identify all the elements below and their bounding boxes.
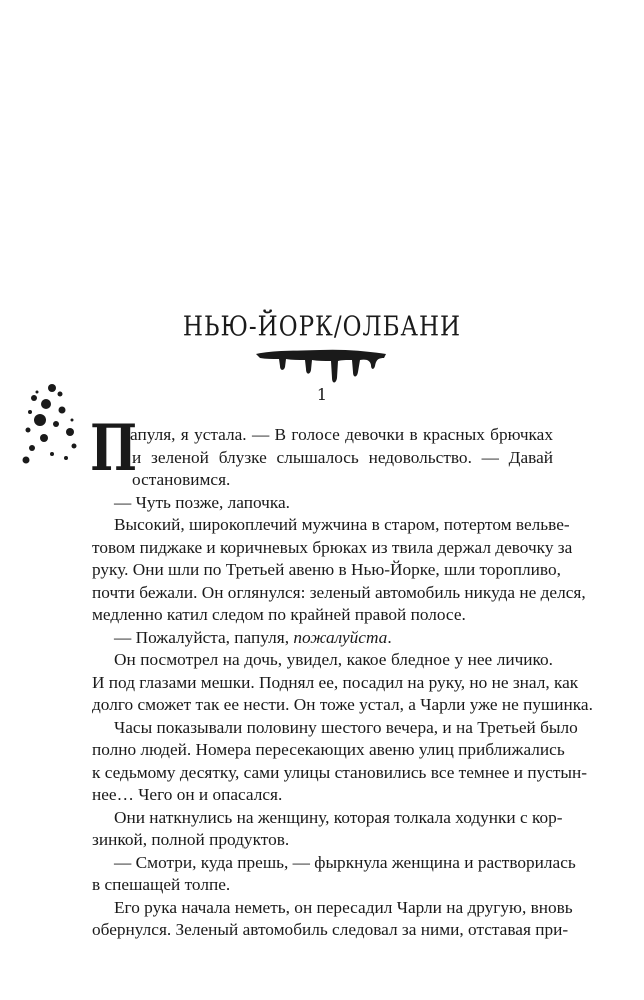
text-line: апуля, я устала. — В голосе девочки в красных брючках	[130, 425, 553, 444]
text-line: товом пиджаке и коричневых брюках из твила держал девочку за	[92, 537, 573, 557]
text-line: Высокий, широкоплечий мужчина в старом, потертом вельве-	[114, 515, 570, 534]
italic-emphasis: пожалуйста	[293, 627, 388, 647]
text-line: медленно катил следом по крайней правой полосе.	[92, 605, 466, 624]
text-line-part: — Пожалуйста, папуля,	[114, 627, 294, 647]
chapter-number: 1	[316, 385, 328, 404]
text-line: Часы показывали половину шестого вечера, и на Третьей было	[114, 717, 578, 737]
text-line: Они наткнулись на женщину, которая толкала ходунки с кор-	[114, 807, 563, 827]
ink-splatter-decoration	[22, 380, 82, 465]
text-line: к седьмому десятку, сами улицы становились все темнее и пустын-	[92, 762, 588, 782]
text-line: обернулся. Зеленый автомобиль следовал за ними, отставая при-	[92, 920, 569, 939]
text-line: — Смотри, куда прешь, — фыркнула женщина и растворилась	[114, 852, 576, 872]
text-line: нее… Чего он и опасался.	[92, 785, 283, 804]
text-line: остановимся.	[132, 470, 231, 489]
text-line: Его рука начала неметь, он пересадил Чарли на другую, вновь	[114, 897, 573, 917]
text-line: долго сможет так ее нести. Он тоже устал, а Чарли уже не пушинка.	[92, 695, 593, 714]
text-line-part: .	[387, 627, 392, 647]
text-line: почти бежали. Он оглянулся: зеленый автомобиль никуда не делся,	[92, 582, 586, 602]
text-line: и зеленой блузке слышалось недовольство. — Давай	[132, 447, 553, 467]
text-line: — Чуть позже, лапочка.	[114, 492, 290, 512]
body-text	[92, 424, 593, 942]
text-line: руку. Они шли по Третьей авеню в Нью-Йорке, шли торопливо,	[92, 560, 561, 579]
text-line: зинкой, полной продуктов.	[92, 830, 290, 849]
text-line: в спешащей толпе.	[92, 875, 231, 894]
text-line: И под глазами мешки. Поднял ее, посадил на руку, но не знал, как	[92, 672, 579, 692]
drop-cap: П	[90, 411, 137, 486]
ink-drip-ornament	[254, 348, 388, 384]
text-line: полно людей. Номера пересекающих авеню улиц приближались	[92, 740, 565, 759]
chapter-title: НЬЮ-ЙОРК/ОЛБАНИ	[182, 312, 462, 343]
text-line	[92, 627, 553, 650]
text-line: Он посмотрел на дочь, увидел, какое бледное у нее личико.	[114, 650, 553, 669]
